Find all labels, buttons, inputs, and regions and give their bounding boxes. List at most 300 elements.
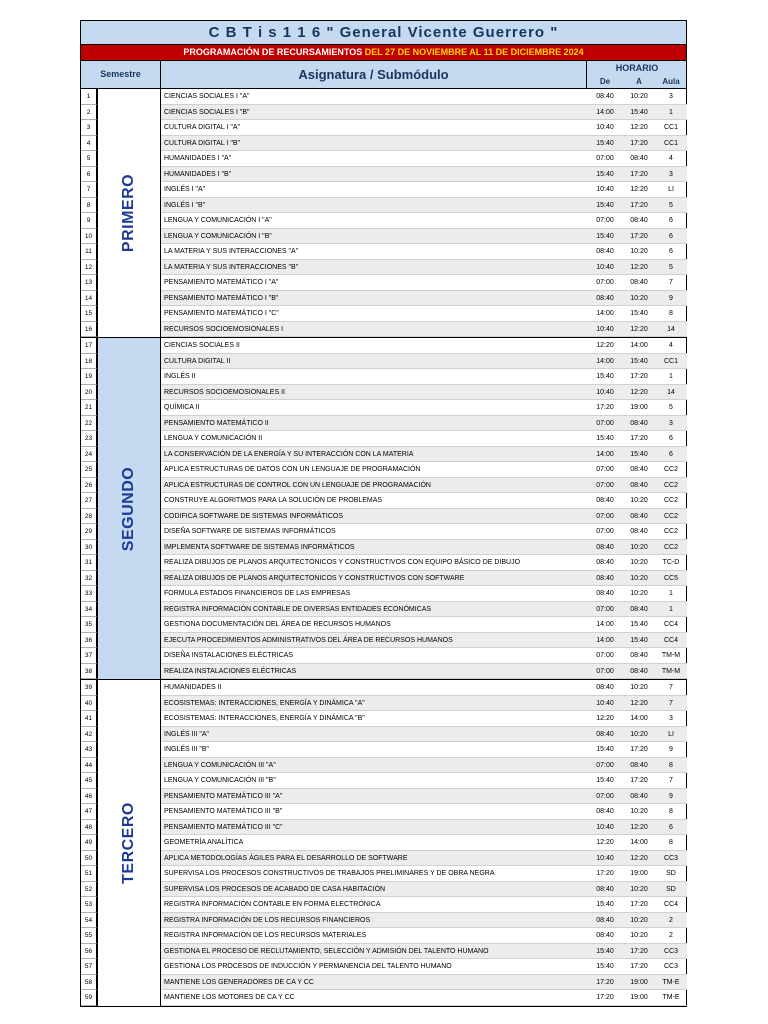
subject-cell: GEOMETRÍA ANALÍTICA: [161, 835, 587, 851]
row-number: 56: [81, 944, 97, 960]
table-row: [81, 291, 686, 307]
room-cell: 9: [655, 742, 687, 758]
end-time-cell: 17:20: [623, 198, 655, 214]
semester-label: [97, 338, 161, 679]
table-row: [81, 369, 686, 385]
end-time-cell: 08:40: [623, 789, 655, 805]
row-number: 40: [81, 696, 97, 712]
row-number: 41: [81, 711, 97, 727]
end-time-cell: 10:20: [623, 493, 655, 509]
end-time-cell: 19:00: [623, 866, 655, 882]
subject-cell: INGLÉS II: [161, 369, 587, 385]
start-time-cell: 10:40: [587, 696, 623, 712]
room-cell: 6: [655, 213, 687, 229]
start-time-cell: 08:40: [587, 291, 623, 307]
table-row: [81, 571, 686, 587]
subject-cell: GESTIONA LOS PROCESOS DE INDUCCIÓN Y PERMANENCIA DEL TALENTO HUMANO: [161, 959, 587, 975]
subject-cell: LENGUA Y COMUNICACIÓN I "B": [161, 229, 587, 245]
row-number: 13: [81, 275, 97, 291]
subject-cell: INGLÉS III "A": [161, 727, 587, 743]
start-time-cell: 07:00: [587, 416, 623, 432]
table-row: [81, 260, 686, 276]
table-row: [81, 742, 686, 758]
room-cell: CC1: [655, 136, 687, 152]
row-number: 31: [81, 555, 97, 571]
start-time-cell: 12:20: [587, 835, 623, 851]
table-row: [81, 89, 686, 105]
table-row: [81, 773, 686, 789]
row-number: 36: [81, 633, 97, 649]
subject-cell: MANTIENE LOS GENERADORES DE CA Y CC: [161, 975, 587, 991]
start-time-cell: 08:40: [587, 244, 623, 260]
row-number: 4: [81, 136, 97, 152]
table-header: [81, 61, 686, 89]
row-number: 2: [81, 105, 97, 121]
end-time-cell: 12:20: [623, 260, 655, 276]
room-cell: 6: [655, 820, 687, 836]
subject-cell: GESTIONA DOCUMENTACIÓN DEL ÁREA DE RECURSOS HUMANOS: [161, 617, 587, 633]
room-cell: 3: [655, 167, 687, 183]
start-time-cell: 08:40: [587, 555, 623, 571]
room-cell: CC3: [655, 959, 687, 975]
subject-cell: DISEÑA SOFTWARE DE SISTEMAS INFORMÁTICOS: [161, 524, 587, 540]
subject-cell: CULTURA DIGITAL II: [161, 354, 587, 370]
end-time-cell: 19:00: [623, 990, 655, 1006]
subject-cell: CODIFICA SOFTWARE DE SISTEMAS INFORMÁTICOS: [161, 509, 587, 525]
subject-cell: LENGUA Y COMUNICACIÓN III "A": [161, 758, 587, 774]
start-time-cell: 14:00: [587, 354, 623, 370]
table-row: [81, 151, 686, 167]
row-number: 59: [81, 990, 97, 1006]
subject-cell: REALIZA DIBUJOS DE PLANOS ARQUITECTÓNICOS Y CONSTRUCTIVOS CON EQUIPO BÁSICO DE DIBUJO: [161, 555, 587, 571]
table-row: [81, 182, 686, 198]
start-time-cell: 07:00: [587, 664, 623, 680]
room-cell: 5: [655, 260, 687, 276]
subject-cell: LA CONSERVACIÓN DE LA ENERGÍA Y SU INTERACCIÓN CON LA MATERIA: [161, 447, 587, 463]
subject-cell: GESTIONA EL PROCESO DE RECLUTAMIENTO, SELECCIÓN Y ADMISIÓN DEL TALENTO HUMANO: [161, 944, 587, 960]
subject-cell: HUMANIDADES I "A": [161, 151, 587, 167]
table-row: [81, 244, 686, 260]
table-row: [81, 275, 686, 291]
table-row: [81, 431, 686, 447]
end-time-cell: 12:20: [623, 182, 655, 198]
subject-cell: INGLÉS I "A": [161, 182, 587, 198]
end-time-cell: 17:20: [623, 229, 655, 245]
end-time-cell: 17:20: [623, 369, 655, 385]
start-time-cell: 07:00: [587, 151, 623, 167]
room-cell: TM-E: [655, 990, 687, 1006]
end-time-cell: 17:20: [623, 959, 655, 975]
end-time-cell: 08:40: [623, 524, 655, 540]
room-cell: SD: [655, 882, 687, 898]
end-time-cell: 10:20: [623, 89, 655, 105]
start-time-cell: 07:00: [587, 758, 623, 774]
start-time-cell: 08:40: [587, 680, 623, 696]
room-cell: 2: [655, 913, 687, 929]
row-number: 5: [81, 151, 97, 167]
table-row: [81, 524, 686, 540]
end-time-cell: 10:20: [623, 928, 655, 944]
start-time-cell: 10:40: [587, 851, 623, 867]
table-row: [81, 120, 686, 136]
row-number: 27: [81, 493, 97, 509]
row-number: 15: [81, 306, 97, 322]
end-time-cell: 10:20: [623, 727, 655, 743]
room-cell: 8: [655, 804, 687, 820]
row-number: 55: [81, 928, 97, 944]
table-row: [81, 540, 686, 556]
room-cell: 9: [655, 789, 687, 805]
subject-cell: REGISTRA INFORMACIÓN CONTABLE EN FORMA ELECTRÓNICA: [161, 897, 587, 913]
subject-cell: ECOSISTEMAS: INTERACCIONES, ENERGÍA Y DINÁMICA "A": [161, 696, 587, 712]
row-number: 10: [81, 229, 97, 245]
table-row: [81, 354, 686, 370]
schedule-sheet: [80, 20, 687, 1007]
row-number: 35: [81, 617, 97, 633]
end-time-cell: 08:40: [623, 602, 655, 618]
room-cell: 6: [655, 431, 687, 447]
row-number: 14: [81, 291, 97, 307]
end-time-cell: 15:40: [623, 633, 655, 649]
start-time-cell: 12:20: [587, 711, 623, 727]
subject-cell: PENSAMIENTO MATEMÁTICO III "B": [161, 804, 587, 820]
semester-block: [81, 680, 686, 1007]
end-time-cell: 08:40: [623, 275, 655, 291]
subject-cell: PENSAMIENTO MATEMÁTICO I "A": [161, 275, 587, 291]
end-time-cell: 10:20: [623, 555, 655, 571]
table-row: [81, 882, 686, 898]
table-row: [81, 385, 686, 401]
start-time-cell: 07:00: [587, 509, 623, 525]
row-number: 26: [81, 478, 97, 494]
room-cell: 14: [655, 322, 687, 338]
end-time-cell: 08:40: [623, 462, 655, 478]
row-number: 6: [81, 167, 97, 183]
subject-cell: CIENCIAS SOCIALES II: [161, 338, 587, 354]
start-time-cell: 12:20: [587, 338, 623, 354]
start-time-cell: 07:00: [587, 478, 623, 494]
table-row: [81, 416, 686, 432]
subject-cell: LA MATERIA Y SUS INTERACCIONES "B": [161, 260, 587, 276]
table-row: [81, 664, 686, 680]
table-row: [81, 990, 686, 1006]
row-number: 12: [81, 260, 97, 276]
end-time-cell: 08:40: [623, 758, 655, 774]
end-time-cell: 08:40: [623, 509, 655, 525]
start-time-cell: 15:40: [587, 897, 623, 913]
row-number: 1: [81, 89, 97, 105]
row-number: 57: [81, 959, 97, 975]
start-time-cell: 15:40: [587, 959, 623, 975]
table-row: [81, 400, 686, 416]
header-semestre: Semestre: [81, 61, 161, 88]
subject-cell: HUMANIDADES II: [161, 680, 587, 696]
start-time-cell: 14:00: [587, 105, 623, 121]
row-number: 30: [81, 540, 97, 556]
table-row: [81, 338, 686, 354]
end-time-cell: 15:40: [623, 617, 655, 633]
table-row: [81, 167, 686, 183]
subject-cell: IMPLEMENTA SOFTWARE DE SISTEMAS INFORMÁTICOS: [161, 540, 587, 556]
header-aula: Aula: [662, 77, 680, 86]
end-time-cell: 12:20: [623, 322, 655, 338]
row-number: 42: [81, 727, 97, 743]
room-cell: 7: [655, 696, 687, 712]
end-time-cell: 08:40: [623, 648, 655, 664]
row-number: 46: [81, 789, 97, 805]
row-number: 48: [81, 820, 97, 836]
table-row: [81, 198, 686, 214]
table-row: [81, 928, 686, 944]
row-number: 43: [81, 742, 97, 758]
table-row: [81, 633, 686, 649]
row-number: 7: [81, 182, 97, 198]
row-number: 53: [81, 897, 97, 913]
row-number: 11: [81, 244, 97, 260]
room-cell: TM-M: [655, 648, 687, 664]
table-row: [81, 851, 686, 867]
table-row: [81, 478, 686, 494]
room-cell: 8: [655, 758, 687, 774]
end-time-cell: 17:20: [623, 773, 655, 789]
header-de: De: [599, 77, 611, 86]
row-number: 45: [81, 773, 97, 789]
end-time-cell: 19:00: [623, 975, 655, 991]
row-number: 18: [81, 354, 97, 370]
room-cell: TC-D: [655, 555, 687, 571]
start-time-cell: 14:00: [587, 617, 623, 633]
row-number: 3: [81, 120, 97, 136]
table-row: [81, 835, 686, 851]
row-number: 29: [81, 524, 97, 540]
header-asignatura: Asignatura / Submódulo: [161, 61, 587, 88]
room-cell: TM-M: [655, 664, 687, 680]
table-row: [81, 727, 686, 743]
start-time-cell: 08:40: [587, 586, 623, 602]
row-number: 33: [81, 586, 97, 602]
room-cell: CC5: [655, 571, 687, 587]
start-time-cell: 08:40: [587, 493, 623, 509]
start-time-cell: 08:40: [587, 89, 623, 105]
start-time-cell: 07:00: [587, 789, 623, 805]
room-cell: TM-E: [655, 975, 687, 991]
row-number: 47: [81, 804, 97, 820]
semester-label: [97, 680, 161, 1006]
table-row: [81, 602, 686, 618]
end-time-cell: 12:20: [623, 851, 655, 867]
start-time-cell: 15:40: [587, 742, 623, 758]
end-time-cell: 12:20: [623, 385, 655, 401]
table-row: [81, 306, 686, 322]
end-time-cell: 14:00: [623, 711, 655, 727]
start-time-cell: 07:00: [587, 524, 623, 540]
end-time-cell: 17:20: [623, 431, 655, 447]
room-cell: 6: [655, 244, 687, 260]
subject-cell: CIENCIAS SOCIALES I "A": [161, 89, 587, 105]
subject-cell: REALIZA INSTALACIONES ELÉCTRICAS: [161, 664, 587, 680]
table-row: [81, 648, 686, 664]
subject-cell: PENSAMIENTO MATEMÁTICO III "C": [161, 820, 587, 836]
table-body: [81, 89, 686, 1007]
header-horario: HORARIO: [615, 63, 659, 73]
subject-cell: PENSAMIENTO MATEMÁTICO III "A": [161, 789, 587, 805]
subject-cell: LA MATERIA Y SUS INTERACCIONES "A": [161, 244, 587, 260]
subject-cell: INGLÉS III "B": [161, 742, 587, 758]
table-row: [81, 975, 686, 991]
start-time-cell: 07:00: [587, 213, 623, 229]
room-cell: 3: [655, 711, 687, 727]
room-cell: 7: [655, 773, 687, 789]
subtitle-dates: DEL 27 DE NOVIEMBRE AL 11 DE DICIEMBRE 2024: [362, 47, 584, 57]
semester-label-text: SEGUNDO: [120, 466, 137, 551]
start-time-cell: 08:40: [587, 928, 623, 944]
semester-label: [97, 89, 161, 337]
row-number: 22: [81, 416, 97, 432]
room-cell: CC3: [655, 851, 687, 867]
subject-cell: LENGUA Y COMUNICACIÓN II: [161, 431, 587, 447]
end-time-cell: 19:00: [623, 400, 655, 416]
table-row: [81, 758, 686, 774]
end-time-cell: 08:40: [623, 416, 655, 432]
start-time-cell: 17:20: [587, 990, 623, 1006]
row-number: 50: [81, 851, 97, 867]
room-cell: 6: [655, 229, 687, 245]
table-row: [81, 322, 686, 338]
room-cell: CC2: [655, 462, 687, 478]
row-number: 54: [81, 913, 97, 929]
end-time-cell: 08:40: [623, 478, 655, 494]
subject-cell: REGISTRA INFORMACIÓN DE LOS RECURSOS MATERIALES: [161, 928, 587, 944]
subject-cell: PENSAMIENTO MATEMÁTICO I "C": [161, 306, 587, 322]
table-row: [81, 897, 686, 913]
end-time-cell: 10:20: [623, 540, 655, 556]
end-time-cell: 10:20: [623, 571, 655, 587]
start-time-cell: 10:40: [587, 120, 623, 136]
start-time-cell: 08:40: [587, 540, 623, 556]
room-cell: 2: [655, 928, 687, 944]
table-row: [81, 229, 686, 245]
end-time-cell: 15:40: [623, 105, 655, 121]
subject-cell: APLICA ESTRUCTURAS DE CONTROL CON UN LENGUAJE DE PROGRAMACIÓN: [161, 478, 587, 494]
start-time-cell: 14:00: [587, 447, 623, 463]
end-time-cell: 08:40: [623, 151, 655, 167]
room-cell: CC1: [655, 120, 687, 136]
room-cell: LI: [655, 182, 687, 198]
end-time-cell: 12:20: [623, 820, 655, 836]
table-row: [81, 789, 686, 805]
end-time-cell: 08:40: [623, 213, 655, 229]
subject-cell: APLICA METODOLOGÍAS ÁGILES PARA EL DESARROLLO DE SOFTWARE: [161, 851, 587, 867]
table-row: [81, 617, 686, 633]
start-time-cell: 15:40: [587, 944, 623, 960]
subject-cell: LENGUA Y COMUNICACIÓN III "B": [161, 773, 587, 789]
subject-cell: MANTIENE LOS MOTORES DE CA Y CC: [161, 990, 587, 1006]
room-cell: SD: [655, 866, 687, 882]
end-time-cell: 17:20: [623, 167, 655, 183]
room-cell: 6: [655, 447, 687, 463]
end-time-cell: 10:20: [623, 291, 655, 307]
table-row: [81, 944, 686, 960]
start-time-cell: 10:40: [587, 820, 623, 836]
row-number: 44: [81, 758, 97, 774]
subject-cell: EJECUTA PROCEDIMIENTOS ADMINISTRATIVOS DEL ÁREA DE RECURSOS HUMANOS: [161, 633, 587, 649]
table-row: [81, 462, 686, 478]
room-cell: CC4: [655, 617, 687, 633]
subject-cell: RECURSOS SOCIOEMOSIONALES II: [161, 385, 587, 401]
end-time-cell: 12:20: [623, 120, 655, 136]
room-cell: 1: [655, 369, 687, 385]
end-time-cell: 10:20: [623, 913, 655, 929]
start-time-cell: 15:40: [587, 431, 623, 447]
row-number: 25: [81, 462, 97, 478]
start-time-cell: 08:40: [587, 571, 623, 587]
end-time-cell: 15:40: [623, 306, 655, 322]
subject-cell: PENSAMIENTO MATEMÁTICO II: [161, 416, 587, 432]
schedule-subtitle: [81, 45, 686, 61]
start-time-cell: 15:40: [587, 167, 623, 183]
subject-cell: REGISTRA INFORMACIÓN CONTABLE DE DIVERSAS ENTIDADES ECONÓMICAS: [161, 602, 587, 618]
start-time-cell: 07:00: [587, 648, 623, 664]
row-number: 19: [81, 369, 97, 385]
subject-cell: FORMULA ESTADOS FINANCIEROS DE LAS EMPRESAS: [161, 586, 587, 602]
end-time-cell: 08:40: [623, 664, 655, 680]
row-number: 23: [81, 431, 97, 447]
room-cell: 1: [655, 602, 687, 618]
start-time-cell: 08:40: [587, 913, 623, 929]
room-cell: CC2: [655, 478, 687, 494]
start-time-cell: 07:00: [587, 275, 623, 291]
row-number: 28: [81, 509, 97, 525]
room-cell: CC2: [655, 493, 687, 509]
end-time-cell: 14:00: [623, 338, 655, 354]
row-number: 9: [81, 213, 97, 229]
subject-cell: CIENCIAS SOCIALES I "B": [161, 105, 587, 121]
start-time-cell: 10:40: [587, 322, 623, 338]
row-number: 52: [81, 882, 97, 898]
start-time-cell: 07:00: [587, 602, 623, 618]
row-number: 38: [81, 664, 97, 680]
subject-cell: SUPERVISA LOS PROCESOS CONSTRUCTIVOS DE TRABAJOS PRELIMINARES Y DE OBRA NEGRA: [161, 866, 587, 882]
start-time-cell: 17:20: [587, 866, 623, 882]
subject-cell: CULTURA DIGITAL I "B": [161, 136, 587, 152]
table-row: [81, 680, 686, 696]
semester-block: [81, 338, 686, 680]
row-number: 51: [81, 866, 97, 882]
start-time-cell: 15:40: [587, 369, 623, 385]
room-cell: CC4: [655, 897, 687, 913]
semester-block: [81, 89, 686, 338]
start-time-cell: 08:40: [587, 804, 623, 820]
row-number: 58: [81, 975, 97, 991]
room-cell: 5: [655, 400, 687, 416]
table-row: [81, 866, 686, 882]
start-time-cell: 07:00: [587, 462, 623, 478]
table-row: [81, 804, 686, 820]
end-time-cell: 17:20: [623, 136, 655, 152]
table-row: [81, 820, 686, 836]
room-cell: 14: [655, 385, 687, 401]
semester-label-text: TERCERO: [120, 801, 137, 884]
end-time-cell: 17:20: [623, 944, 655, 960]
subject-cell: REGISTRA INFORMACIÓN DE LOS RECURSOS FINANCIEROS: [161, 913, 587, 929]
start-time-cell: 08:40: [587, 727, 623, 743]
row-number: 17: [81, 338, 97, 354]
table-row: [81, 696, 686, 712]
school-title: C B T i s 1 1 6 " General Vicente Guerrero ": [81, 21, 686, 45]
subject-cell: CONSTRUYE ALGORITMOS PARA LA SOLUCIÓN DE PROBLEMAS: [161, 493, 587, 509]
room-cell: 5: [655, 198, 687, 214]
room-cell: 7: [655, 680, 687, 696]
